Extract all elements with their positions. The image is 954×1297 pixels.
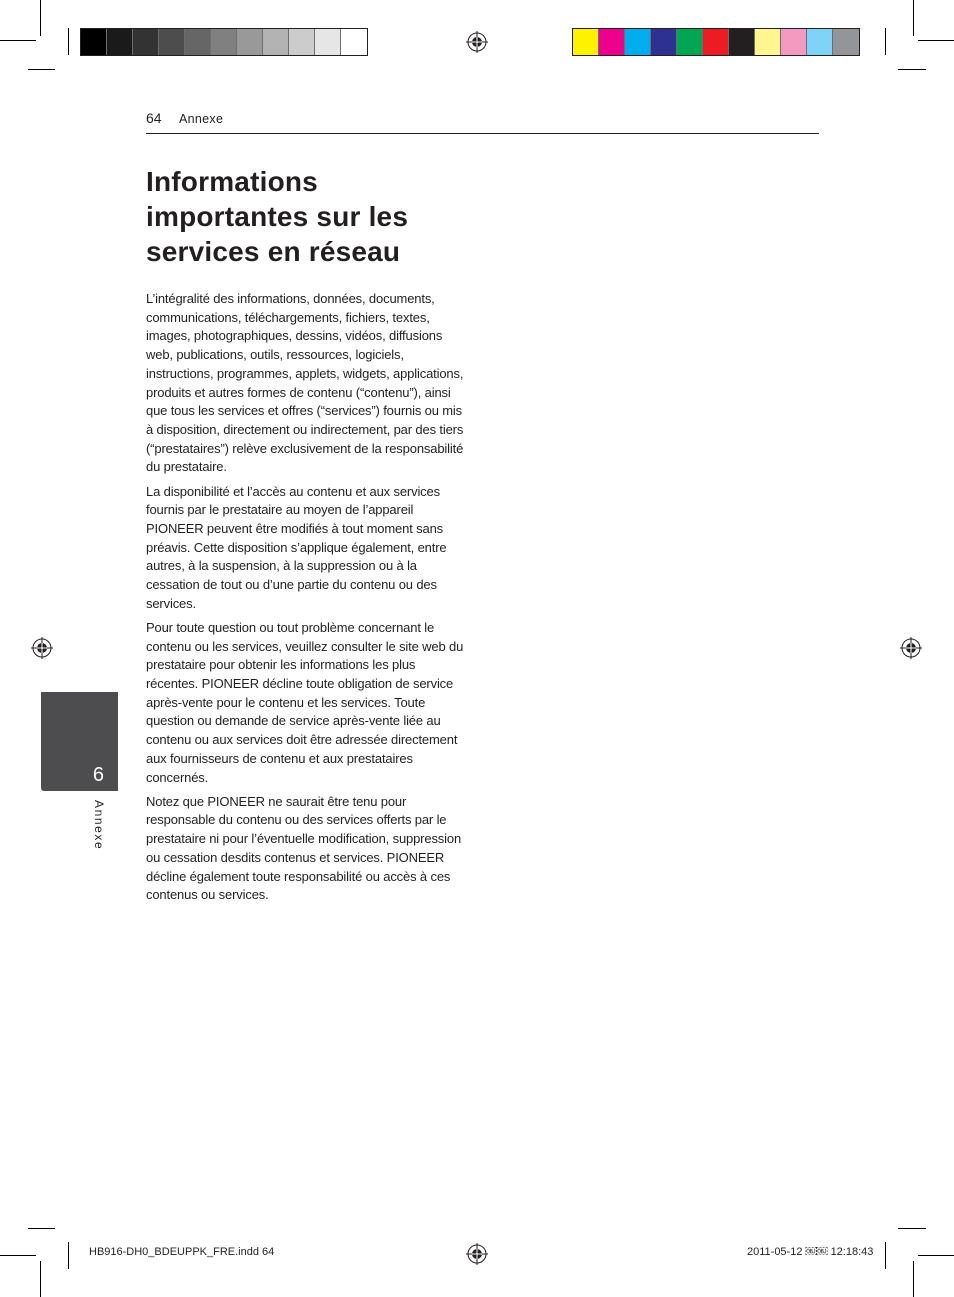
file-slug: HB916-DH0_BDEUPPK_FRE.indd 64 (89, 1246, 275, 1258)
color-swatch (341, 29, 367, 55)
color-swatch (703, 29, 729, 55)
crop-mark (68, 1242, 69, 1269)
crop-mark (913, 1261, 914, 1297)
color-swatch (159, 29, 185, 55)
page-title: Informations importantes sur les services en réseau (146, 166, 409, 267)
paragraph: Notez que PIONEER ne saurait être tenu pour responsable du contenu ou des services offerts par le prestataire ni pour l’éventuelle modification, suppression ou cessation desdits contenus et services. PIONEER décline également toute responsabilité ou accès à ces contenus ou services. (146, 793, 462, 903)
crop-mark (40, 0, 41, 36)
color-swatch (133, 29, 159, 55)
color-swatch (729, 29, 755, 55)
crop-mark (913, 0, 914, 36)
chapter-tab (41, 692, 118, 791)
registration-target-icon (466, 31, 488, 53)
color-swatch (833, 29, 859, 55)
process-color-bar (572, 28, 860, 56)
crop-mark (885, 28, 886, 55)
crop-mark (918, 1255, 954, 1256)
color-swatch (755, 29, 781, 55)
body-text (146, 290, 468, 911)
color-swatch (107, 29, 133, 55)
crop-mark (898, 1228, 926, 1229)
color-swatch (315, 29, 341, 55)
color-swatch (211, 29, 237, 55)
paragraph: La disponibilité et l’accès au contenu et aux services fournis par le prestataire au moyen de l’appareil PIONEER peuvent être modifiés à tout moment sans préavis. Cette disposition s’applique également, entre autres, à la suspension, à la suppression ou à la cessation de tout ou d’une partie du contenu ou des services. (146, 483, 447, 611)
color-swatch (185, 29, 211, 55)
chapter-number: 6 (92, 764, 104, 786)
running-header-section: Annexe (179, 112, 224, 126)
header-rule (146, 133, 819, 134)
crop-mark (28, 1228, 55, 1229)
color-swatch (651, 29, 677, 55)
registration-target-icon (900, 637, 922, 659)
crop-mark (40, 1261, 41, 1297)
registration-target-icon (466, 1243, 488, 1265)
crop-mark (0, 40, 36, 41)
crop-mark (918, 40, 954, 41)
crop-mark (885, 1242, 886, 1269)
crop-mark (898, 69, 926, 70)
page-number: 64 (146, 110, 162, 126)
color-swatch (81, 29, 107, 55)
paragraph: Pour toute question ou tout problème concernant le contenu ou les services, veuillez consulter le site web du prestataire pour obtenir les informations les plus récentes. PIONEER décline toute obligation de service après-vente pour le contenu et les services. Toute question ou demande de service après-vente liée au contenu ou aux services doit être adressée directement aux fournisseurs de contenu et aux prestataires concernés. (146, 619, 464, 785)
chapter-side-label: Annexe (92, 800, 106, 851)
color-swatch (289, 29, 315, 55)
date-slug: 2011-05-12 ￼￼ 12:18:43 (747, 1246, 874, 1258)
color-swatch (573, 29, 599, 55)
grayscale-color-bar (80, 28, 368, 56)
color-swatch (599, 29, 625, 55)
color-swatch (677, 29, 703, 55)
color-swatch (625, 29, 651, 55)
registration-target-icon (31, 637, 53, 659)
color-swatch (807, 29, 833, 55)
crop-mark (28, 69, 55, 70)
color-swatch (237, 29, 263, 55)
crop-mark (68, 28, 69, 55)
crop-mark (0, 1255, 36, 1256)
color-swatch (781, 29, 807, 55)
color-swatch (263, 29, 289, 55)
paragraph: L’intégralité des informations, données, documents, communications, téléchargements, fichiers, textes, images, photographiques, dessins, vidéos, diffusions web, publications, outils, ressources, logiciels, instructions, programmes, applets, widgets, applications, produits et autres formes de contenu (“contenu”), ainsi que tous les services et offres (“services”) fournis ou mis à disposition, directement ou indirectement, par des tiers (“prestataires”) relève exclusivement de la responsabilité du prestataire. (146, 291, 464, 475)
